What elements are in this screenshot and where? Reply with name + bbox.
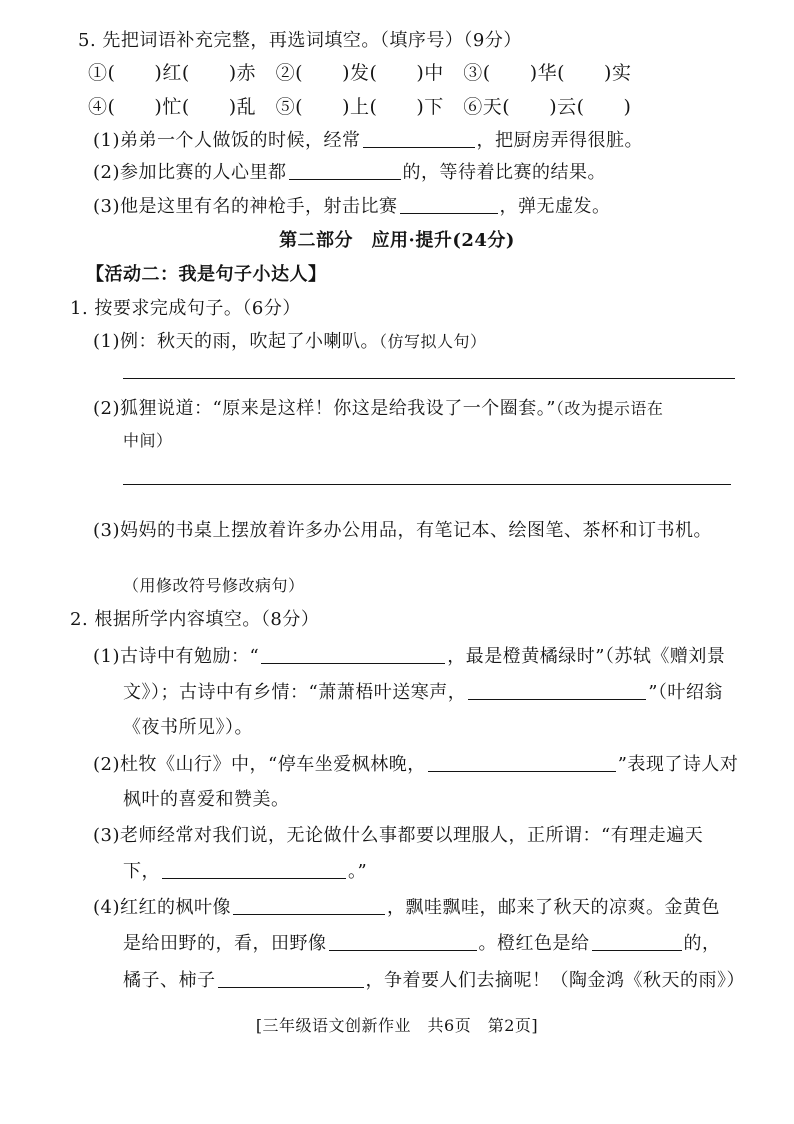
- page-footer: [三年级语文创新作业 共6页 第2页]: [255, 1016, 539, 1035]
- q2-item-4-line-3: 橘子、柿子 ，争着要人们去摘呢！（陶金鸿《秋天的雨》）: [123, 970, 745, 991]
- q2-item-2-line-1: (2)杜牧《山行》中，“停车坐爱枫林晚， ”表现了诗人对: [93, 754, 739, 775]
- answer-blank[interactable]: [218, 969, 364, 988]
- answer-blank[interactable]: [162, 860, 346, 879]
- answer-blank[interactable]: [363, 129, 475, 148]
- q1-item-2-hint-cont: 中间）: [123, 431, 173, 450]
- answer-blank[interactable]: [289, 161, 401, 180]
- activity-heading: 【活动二：我是句子小达人】: [86, 264, 327, 285]
- q5-sentence-3: (3)他是这里有名的神枪手，射击比赛 ，弹无虚发。: [93, 196, 611, 217]
- q2-item-1-line-1: (1)古诗中有勉励：“ ，最是橙黄橘绿时”（苏轼《赠刘景: [93, 646, 726, 667]
- q5-word-row-1: ①( )红( )赤 ②( )发( )中 ③( )华( )实: [88, 62, 632, 84]
- answer-blank[interactable]: [329, 932, 477, 951]
- q5-title: 5. 先把词语补充完整，再选词填空。（填序号）（9分）: [78, 30, 522, 51]
- answer-line-2[interactable]: [123, 484, 731, 485]
- answer-blank[interactable]: [400, 195, 498, 214]
- answer-blank[interactable]: [468, 681, 646, 700]
- q1-item-3-hint: （用修改符号修改病句）: [123, 576, 305, 595]
- q2-item-4-line-2: 是给田野的，看，田野像 。橙红色是给 的，: [123, 933, 721, 954]
- answer-blank[interactable]: [261, 645, 445, 664]
- q2-item-2-line-2: 枫叶的喜爱和赞美。: [123, 789, 290, 810]
- q2-item-3-line-1: (3)老师经常对我们说，无论做什么事都要以理服人，正所谓：“有理走遍天: [93, 825, 704, 846]
- q1-title: 1. 按要求完成句子。（6分）: [70, 298, 301, 319]
- part-two-heading: 第二部分 应用·提升(24分): [279, 230, 515, 251]
- answer-blank[interactable]: [233, 896, 385, 915]
- q2-item-1-line-3: 《夜书所见》）。: [123, 717, 253, 738]
- q5-word-row-2: ④( )忙( )乱 ⑤( )上( )下 ⑥天( )云( ): [88, 96, 632, 118]
- answer-blank[interactable]: [428, 753, 616, 772]
- q2-item-1-line-2: 文》）；古诗中有乡情：“萧萧梧叶送寒声， ”（叶绍翁: [123, 682, 723, 703]
- q1-item-3: (3)妈妈的书桌上摆放着许多办公用品，有笔记本、绘图笔、茶杯和订书机。: [93, 520, 712, 541]
- q1-item-2: (2)狐狸说道：“原来是这样！你这是给我设了一个圈套。”（改为提示语在: [93, 398, 664, 419]
- q1-item-1: (1)例：秋天的雨，吹起了小喇叭。（仿写拟人句）: [93, 331, 487, 352]
- q2-item-4-line-1: (4)红红的枫叶像 ，飘哇飘哇，邮来了秋天的凉爽。金黄色: [93, 897, 720, 918]
- q2-item-3-line-2: 下， 。”: [123, 861, 368, 882]
- q2-title: 2. 根据所学内容填空。（8分）: [70, 609, 320, 630]
- q5-sentence-1: (1)弟弟一个人做饭的时候，经常 ，把厨房弄得很脏。: [93, 130, 643, 151]
- answer-line-1[interactable]: [123, 378, 735, 379]
- q5-sentence-2: (2)参加比赛的人心里都 的，等待着比赛的结果。: [93, 162, 606, 183]
- answer-blank[interactable]: [592, 932, 682, 951]
